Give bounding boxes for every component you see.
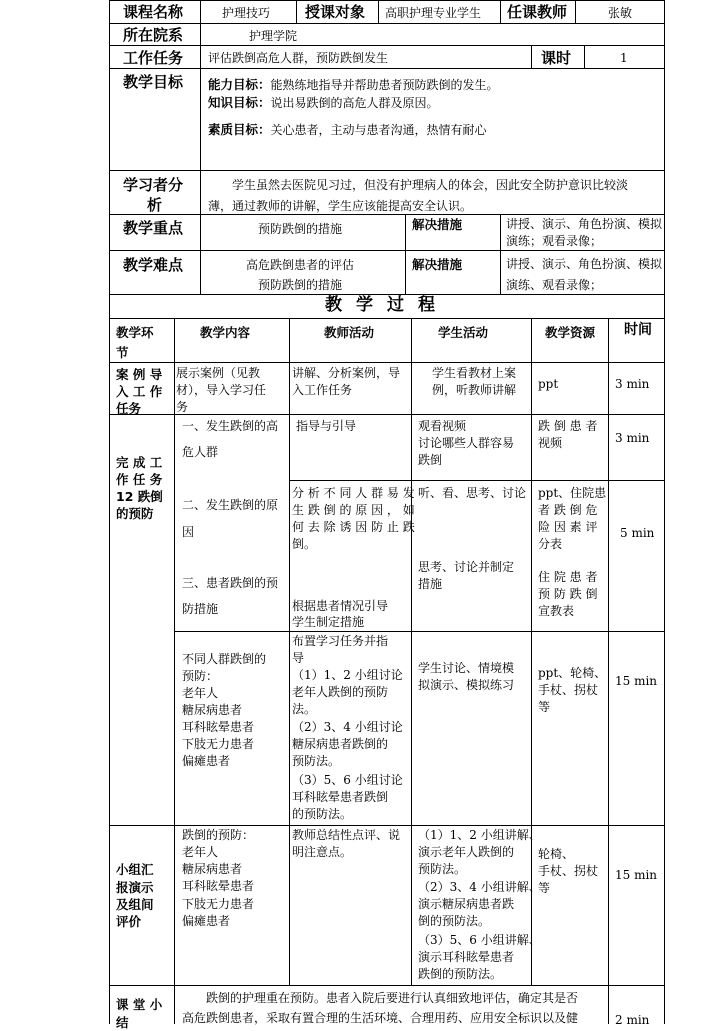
row2-teacher-c-1: 根据患者情况引导 [292, 599, 389, 613]
col-time: 时间 [624, 322, 652, 338]
key-point-solution-2: 演练；观看录像； [506, 234, 603, 248]
row3-teacher-9: （3）5、6 小组讨论 [292, 773, 403, 787]
teacher-label: 任课教师 [507, 3, 568, 21]
row4-student-7: （3）5、6 小组讲解、 [418, 933, 541, 947]
audience: 高职护理专业学生 [385, 6, 482, 20]
row4-student-1: （1）1、2 小组讲解、 [418, 828, 541, 842]
row4-stage-3: 及组间 [116, 897, 154, 912]
row3-resource-2: 手杖、拐杖 [538, 683, 599, 697]
row4-stage-1: 小组汇 [116, 862, 154, 877]
row4-student-8: 演示耳科眩晕患者 [418, 950, 515, 964]
row3-resource-1: ppt、轮椅、 [538, 666, 607, 680]
difficulty-label: 教学难点 [123, 256, 184, 274]
row2-stage-2: 作 任 务 [116, 472, 163, 487]
row3-content-1: 不同人群跌倒的 [182, 652, 267, 666]
dept: 护理学院 [249, 29, 298, 43]
row2-student-b: 听、看、思考、讨论 [418, 486, 527, 500]
ability-goal-label: 能力目标： [208, 77, 271, 92]
row4-teacher-2: 明注意点。 [292, 845, 353, 859]
row4-resource-3: 等 [538, 881, 551, 895]
row1-resource: ppt [538, 377, 559, 391]
row3-teacher-2: 导 [292, 651, 305, 665]
hours-label: 课时 [541, 49, 572, 67]
row2-teacher-b-3: 何 去 除 诱 因 防 止 跌 [292, 520, 415, 534]
row2-teacher-a: 指导与引导 [296, 419, 357, 433]
knowledge-goal-label: 知识目标： [208, 95, 271, 110]
learner-text-2: 薄，通过教师的讲解，学生应该能提高安全认识。 [208, 199, 473, 213]
process-title: 教学过程 [325, 295, 449, 315]
key-point-label: 教学重点 [123, 219, 184, 237]
audience-label: 授课对象 [305, 3, 366, 21]
row4-student-6: 倒的预防法。 [418, 914, 491, 928]
goals-label: 教学目标 [123, 73, 184, 91]
row2-teacher-b-2: 生 跌 倒 的 原 因 ， 如 [292, 503, 415, 517]
row4-time: 15 min [615, 868, 658, 882]
ability-goal [208, 76, 499, 94]
key-point-content: 预防跌倒的措施 [258, 222, 343, 236]
row2-stage-1: 完 成 工 [116, 455, 163, 470]
hours: 1 [620, 51, 628, 65]
row2-resource-a-2: 视频 [538, 436, 563, 450]
row4-student-9: 跌倒的预防法。 [418, 967, 503, 981]
key-point-solution-label: 解决措施 [412, 217, 463, 232]
course-name-label: 课程名称 [123, 3, 184, 21]
row4-content-3: 糖尿病患者 [182, 862, 243, 876]
ability-goal-text: 能熟练地指导并帮助患者预防跌倒的发生。 [270, 78, 499, 92]
row3-teacher-6: （2）3、4 小组讨论 [292, 720, 403, 734]
row2-resource-c-1: 住 院 患 者 [538, 570, 598, 584]
difficulty-solution-2: 演练、观看录像； [506, 278, 603, 292]
row2-resource-b-4: 分表 [538, 537, 563, 551]
row1-stage-2: 入 工 作 [116, 384, 163, 399]
row4-stage-2: 报演示 [116, 880, 154, 895]
row3-teacher-5: 法。 [292, 702, 317, 716]
row4-content-6: 偏瘫患者 [182, 914, 231, 928]
quality-goal-label: 素质目标： [208, 122, 271, 137]
row4-content-4: 耳科眩晕患者 [182, 879, 255, 893]
row3-content-4: 糖尿病患者 [182, 703, 243, 717]
row4-student-2: 演示老年人跌倒的 [418, 845, 515, 859]
col-student: 学生活动 [438, 325, 489, 340]
row4-student-5: 演示糖尿病患者跌 [418, 897, 515, 911]
difficulty-solution-label: 解决措施 [412, 257, 463, 272]
row1-content-3: 务 [176, 400, 189, 414]
col-teacher: 教师活动 [324, 325, 375, 340]
row4-resource-2: 手杖、拐杖 [538, 864, 599, 878]
col-stage-1: 教学环 [116, 325, 154, 340]
row3-student-1: 学生讨论、情境模 [418, 661, 515, 675]
row3-teacher-1: 布置学习任务并指 [292, 634, 389, 648]
dept-label: 所在院系 [123, 26, 184, 44]
row4-content-5: 下肢无力患者 [182, 897, 255, 911]
row5-text-2: 高危跌倒患者，采取有置合理的生活环境、合理用药、应用安全标识以及健 [182, 1011, 579, 1025]
quality-goal-text: 关心患者，主动与患者沟通，热情有耐心 [270, 123, 487, 137]
row1-teacher-2: 入工作任务 [292, 383, 353, 397]
row5-stage-2: 结 [116, 1015, 129, 1030]
row1-student-1: 学生看教材上案 [432, 366, 517, 380]
row4-content-1: 跌倒的预防： [182, 828, 255, 842]
row3-time: 15 min [615, 674, 658, 688]
row2-teacher-b-4: 倒。 [292, 537, 317, 551]
row2-resource-b-2: 者 跌 倒 危 [538, 503, 598, 517]
row1-time: 3 min [615, 377, 650, 391]
row2-teacher-b-1: 分 析 不 同 人 群 易 发 [292, 486, 415, 500]
task-label: 工作任务 [123, 49, 184, 67]
knowledge-goal [208, 94, 439, 112]
row2-content-a-1: 一、发生跌倒的高 [182, 419, 279, 433]
teacher-name: 张敏 [608, 6, 633, 20]
row2-student-a-2: 讨论哪些人群容易 [418, 436, 515, 450]
row2-resource-b-3: 险 因 素 评 [538, 520, 598, 534]
row4-student-3: 预防法。 [418, 862, 467, 876]
row1-stage-1: 案 例 导 [116, 367, 163, 382]
row5-time: 2 min [615, 1013, 650, 1027]
row3-teacher-10: 耳科眩晕患者跌倒 [292, 790, 389, 804]
row3-content-5: 耳科眩晕患者 [182, 720, 255, 734]
knowledge-goal-text: 说出易跌倒的高危人群及原因。 [270, 96, 439, 110]
row2-content-a-2: 危人群 [182, 445, 219, 459]
row2-student-a-3: 跌倒 [418, 453, 443, 467]
learner-label-1: 学习者分 [123, 176, 184, 194]
row3-content-3: 老年人 [182, 686, 219, 700]
col-content: 教学内容 [200, 325, 251, 340]
row2-stage-3: 12 跌倒 [116, 489, 163, 504]
learner-text-1: 学生虽然去医院见习过，但没有护理病人的体会，因此安全防护意识比较淡 [232, 178, 629, 192]
row3-student-2: 拟演示、模拟练习 [418, 678, 515, 692]
row1-stage-3: 任务 [116, 401, 142, 416]
difficulty-solution-1: 讲授、演示、角色扮演、模拟 [506, 257, 663, 271]
row4-teacher-1: 教师总结性点评、说 [292, 828, 401, 842]
row3-teacher-3: （1）1、2 小组讨论 [292, 668, 403, 682]
col-stage-2: 节 [116, 345, 129, 360]
row2-time-a: 3 min [615, 431, 650, 445]
row5-text-1: 跌倒的护理重在预防。患者入院后要进行认真细致地评估，确定其是否 [206, 991, 579, 1005]
row4-stage-4: 评价 [116, 914, 142, 929]
row2-content-c-1: 三、患者跌倒的预 [182, 576, 279, 590]
row3-resource-3: 等 [538, 700, 551, 714]
row2-resource-c-3: 宣教表 [538, 604, 575, 618]
row2-content-b-1: 二、发生跌倒的原 [182, 498, 279, 512]
task: 评估跌倒高危人群，预防跌倒发生 [208, 51, 389, 65]
quality-goal [208, 121, 487, 139]
row2-resource-b-1: ppt、住院患 [538, 486, 607, 500]
difficulty-content-2: 预防跌倒的措施 [258, 278, 343, 292]
row3-content-2: 预防： [182, 669, 219, 683]
row3-teacher-7: 糖尿病患者跌倒的 [292, 737, 389, 751]
row2-content-c-2: 防措施 [182, 602, 219, 616]
row3-teacher-8: 预防法。 [292, 754, 341, 768]
row2-resource-c-2: 预 防 跌 倒 [538, 587, 598, 601]
row5-stage-1: 课 堂 小 [116, 997, 163, 1012]
row2-student-a-1: 观看视频 [418, 419, 467, 433]
row3-content-6: 下肢无力患者 [182, 737, 255, 751]
course-name: 护理技巧 [222, 6, 271, 20]
row1-content-2: 材），导入学习任 [176, 383, 267, 397]
row1-teacher-1: 讲解、分析案例，导 [292, 366, 401, 380]
row1-student-2: 例，听教师讲解 [432, 383, 517, 397]
row1-content-1: 展示案例（见教 [176, 366, 261, 380]
key-point-solution-1: 讲授、演示、角色扮演、模拟 [506, 217, 663, 231]
difficulty-content-1: 高危跌倒患者的评估 [246, 258, 355, 272]
row2-resource-a-1: 跌 倒 患 者 [538, 419, 598, 433]
row2-stage-4: 的预防 [116, 506, 154, 521]
row3-teacher-11: 的预防法。 [292, 807, 353, 821]
learner-label-2: 析 [147, 196, 163, 214]
row2-teacher-c-2: 学生制定措施 [292, 615, 365, 629]
row4-content-2: 老年人 [182, 845, 219, 859]
row2-time-b: 5 min [620, 526, 655, 540]
row4-resource-1: 轮椅、 [538, 847, 575, 861]
row3-content-7: 偏瘫患者 [182, 754, 231, 768]
row4-student-4: （2）3、4 小组讲解、 [418, 880, 541, 894]
row2-student-c-2: 措施 [418, 577, 443, 591]
row3-teacher-4: 老年人跌倒的预防 [292, 685, 389, 699]
row2-student-c-1: 思考、讨论并制定 [418, 560, 515, 574]
row2-content-b-2: 因 [182, 525, 195, 539]
col-resource: 教学资源 [545, 325, 596, 340]
